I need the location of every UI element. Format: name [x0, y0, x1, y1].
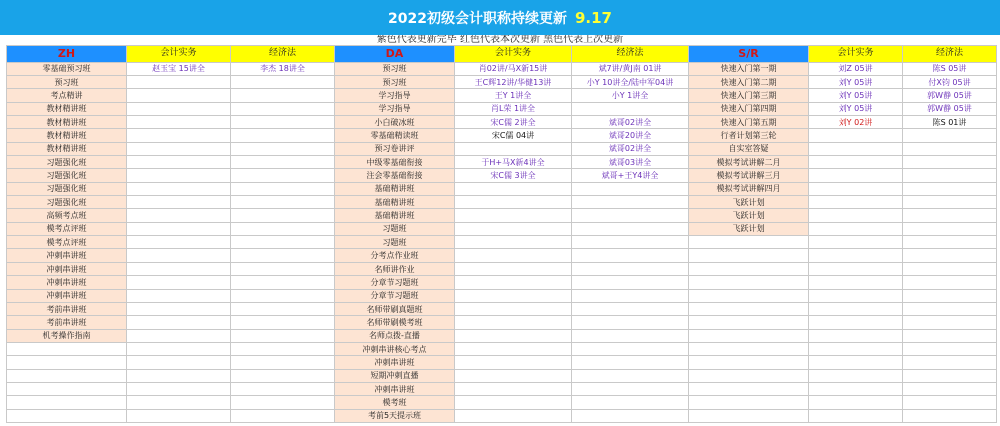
da-law-cell	[572, 262, 689, 275]
zh-course-name: 冲刺串讲班	[7, 289, 127, 302]
table-row	[7, 276, 997, 289]
table-row	[7, 342, 997, 355]
da-accounting-cell: 宋C儒 04讲	[455, 129, 572, 142]
sr-empty-cell	[809, 329, 903, 342]
sr-law-cell	[903, 209, 997, 222]
sr-accounting-cell	[809, 142, 903, 155]
course-table	[6, 45, 997, 423]
da-course-name: 学习指导	[335, 89, 455, 102]
zh-empty-cell	[231, 356, 335, 369]
table-row	[7, 262, 997, 275]
sr-empty-cell	[809, 316, 903, 329]
zh-empty-name-cell	[7, 342, 127, 355]
zh-accounting-cell	[127, 302, 231, 315]
zh-group-header: ZH	[7, 46, 127, 63]
zh-empty-cell	[127, 396, 231, 409]
zh-law-cell	[231, 182, 335, 195]
sr-course-name: 飞跃计划	[689, 196, 809, 209]
zh-law-cell	[231, 222, 335, 235]
sr-law-cell	[903, 156, 997, 169]
zh-empty-cell	[127, 382, 231, 395]
sr-accounting-cell: 刘Y 05讲	[809, 89, 903, 102]
zh-law-cell	[231, 276, 335, 289]
da-accounting-cell: 于H+马X新4讲全	[455, 156, 572, 169]
da-law-cell	[572, 329, 689, 342]
da-accounting-cell	[455, 236, 572, 249]
sr-empty-cell	[809, 236, 903, 249]
da-accounting-cell	[455, 329, 572, 342]
zh-law-cell	[231, 76, 335, 89]
da-course-name: 分考点作业班	[335, 249, 455, 262]
sr-course-name: 模拟考试讲解二月	[689, 156, 809, 169]
zh-empty-cell	[231, 369, 335, 382]
da-course-name: 注会零基础衔接	[335, 169, 455, 182]
sr-empty-name-cell	[689, 409, 809, 422]
zh-law-cell	[231, 196, 335, 209]
zh-accounting-cell	[127, 289, 231, 302]
table-row	[7, 249, 997, 262]
zh-law-cell	[231, 289, 335, 302]
da-accounting-cell	[455, 302, 572, 315]
table-row	[7, 129, 997, 142]
sr-accounting-cell	[809, 156, 903, 169]
zh-course-name: 习题强化班	[7, 156, 127, 169]
zh-course-name: 冲刺串讲班	[7, 249, 127, 262]
sr-empty-cell	[903, 382, 997, 395]
da-law-cell: 斌哥20讲全	[572, 129, 689, 142]
da-course-name: 习题班	[335, 236, 455, 249]
da-law-cell: 斌哥02讲全	[572, 142, 689, 155]
sr-law-cell	[903, 169, 997, 182]
table-row	[7, 316, 997, 329]
sr-course-name: 快速入门第五期	[689, 116, 809, 129]
da-law-cell	[572, 369, 689, 382]
table-row	[7, 356, 997, 369]
da-accounting-cell: 王C辉12讲/华健13讲	[455, 76, 572, 89]
zh-course-name: 考前串讲班	[7, 316, 127, 329]
zh-course-name: 教材精讲班	[7, 102, 127, 115]
zh-course-name: 高频考点班	[7, 209, 127, 222]
zh-course-name: 考前串讲班	[7, 302, 127, 315]
da-accounting-cell	[455, 182, 572, 195]
da-law-cell	[572, 409, 689, 422]
zh-law-cell	[231, 262, 335, 275]
zh-course-name: 习题强化班	[7, 182, 127, 195]
da-course-name: 分章节习题班	[335, 276, 455, 289]
da-law-cell: 斌哥03讲全	[572, 156, 689, 169]
sr-law-cell	[903, 129, 997, 142]
sr-accounting-cell	[809, 182, 903, 195]
zh-course-name: 冲刺串讲班	[7, 276, 127, 289]
zh-empty-cell	[231, 409, 335, 422]
sr-col-accounting-header: 会计实务	[809, 46, 903, 63]
zh-law-cell	[231, 302, 335, 315]
da-law-cell	[572, 382, 689, 395]
da-accounting-cell	[455, 222, 572, 235]
zh-accounting-cell	[127, 196, 231, 209]
sr-empty-name-cell	[689, 276, 809, 289]
zh-empty-cell	[231, 342, 335, 355]
da-course-name: 冲刺串讲班	[335, 356, 455, 369]
zh-law-cell	[231, 129, 335, 142]
zh-empty-name-cell	[7, 356, 127, 369]
da-accounting-cell	[455, 209, 572, 222]
sr-course-name: 模拟考试讲解四月	[689, 182, 809, 195]
da-course-name: 预习卷讲评	[335, 142, 455, 155]
da-law-cell: 小Y 10讲全/陆中军04讲	[572, 76, 689, 89]
da-course-name: 模考班	[335, 396, 455, 409]
sr-course-name: 快速入门第三期	[689, 89, 809, 102]
zh-course-name: 习题强化班	[7, 196, 127, 209]
sr-accounting-cell: 刘Y 02讲	[809, 116, 903, 129]
header-row	[7, 46, 997, 63]
sr-empty-cell	[903, 369, 997, 382]
da-law-cell	[572, 249, 689, 262]
zh-empty-cell	[127, 356, 231, 369]
da-law-cell	[572, 196, 689, 209]
table-row	[7, 156, 997, 169]
da-accounting-cell: 肖02讲/马X新15讲	[455, 62, 572, 75]
sr-col-law-header: 经济法	[903, 46, 997, 63]
sr-law-cell	[903, 182, 997, 195]
zh-course-name: 教材精讲班	[7, 142, 127, 155]
zh-col-law-header: 经济法	[231, 46, 335, 63]
sr-law-cell: 陈S 05讲	[903, 62, 997, 75]
sr-accounting-cell	[809, 169, 903, 182]
sr-empty-name-cell	[689, 396, 809, 409]
zh-course-name: 考点精讲	[7, 89, 127, 102]
sr-empty-cell	[903, 262, 997, 275]
table-row	[7, 182, 997, 195]
sr-law-cell: 陈S 01讲	[903, 116, 997, 129]
sr-law-cell	[903, 142, 997, 155]
sr-empty-cell	[809, 249, 903, 262]
sr-accounting-cell	[809, 196, 903, 209]
sr-empty-name-cell	[689, 236, 809, 249]
sr-empty-name-cell	[689, 369, 809, 382]
zh-empty-name-cell	[7, 396, 127, 409]
da-course-name: 短期冲刺直播	[335, 369, 455, 382]
zh-accounting-cell	[127, 316, 231, 329]
da-accounting-cell: 王Y 1讲全	[455, 89, 572, 102]
da-course-name: 习题班	[335, 222, 455, 235]
table-row	[7, 382, 997, 395]
sr-empty-cell	[903, 342, 997, 355]
sr-law-cell	[903, 196, 997, 209]
zh-course-name: 模考点评班	[7, 222, 127, 235]
zh-accounting-cell	[127, 129, 231, 142]
da-accounting-cell	[455, 196, 572, 209]
zh-law-cell	[231, 156, 335, 169]
table-row	[7, 89, 997, 102]
sr-empty-name-cell	[689, 342, 809, 355]
zh-empty-cell	[231, 382, 335, 395]
da-accounting-cell: 宋C儒 3讲全	[455, 169, 572, 182]
sr-empty-cell	[903, 236, 997, 249]
sr-empty-cell	[809, 369, 903, 382]
zh-course-name: 冲刺串讲班	[7, 262, 127, 275]
zh-empty-cell	[231, 396, 335, 409]
sr-empty-cell	[903, 302, 997, 315]
table-row	[7, 236, 997, 249]
da-accounting-cell	[455, 369, 572, 382]
sr-accounting-cell: 刘Y 05讲	[809, 102, 903, 115]
sr-empty-cell	[903, 249, 997, 262]
da-law-cell	[572, 102, 689, 115]
zh-accounting-cell	[127, 102, 231, 115]
sr-empty-name-cell	[689, 302, 809, 315]
sr-course-name: 自实室答疑	[689, 142, 809, 155]
da-course-name: 名师带刷真题班	[335, 302, 455, 315]
table-row	[7, 396, 997, 409]
sr-accounting-cell	[809, 222, 903, 235]
sr-group-header: S/R	[689, 46, 809, 63]
table-row	[7, 102, 997, 115]
zh-empty-name-cell	[7, 369, 127, 382]
da-law-cell	[572, 289, 689, 302]
sr-law-cell: 郭W静 05讲	[903, 102, 997, 115]
sr-empty-name-cell	[689, 382, 809, 395]
table-row	[7, 302, 997, 315]
sr-law-cell: 郭W静 05讲	[903, 89, 997, 102]
da-course-name: 冲刺串讲核心考点	[335, 342, 455, 355]
table-row	[7, 142, 997, 155]
sr-empty-cell	[903, 289, 997, 302]
zh-law-cell: 李杰 18讲全	[231, 62, 335, 75]
sr-course-name: 飞跃计划	[689, 222, 809, 235]
zh-accounting-cell	[127, 76, 231, 89]
da-course-name: 基础精讲班	[335, 182, 455, 195]
zh-course-name: 教材精讲班	[7, 116, 127, 129]
da-course-name: 小白破冰班	[335, 116, 455, 129]
table-row	[7, 289, 997, 302]
da-group-header: DA	[335, 46, 455, 63]
zh-law-cell	[231, 316, 335, 329]
da-accounting-cell: 肖L荣 1讲全	[455, 102, 572, 115]
da-course-name: 分章节习题班	[335, 289, 455, 302]
da-accounting-cell: 宋C儒 2讲全	[455, 116, 572, 129]
sr-accounting-cell: 刘Z 05讲	[809, 62, 903, 75]
table-row	[7, 76, 997, 89]
zh-accounting-cell	[127, 209, 231, 222]
zh-course-name: 模考点评班	[7, 236, 127, 249]
da-course-name: 名师讲作业	[335, 262, 455, 275]
da-course-name: 中级零基础衔接	[335, 156, 455, 169]
da-col-law-header: 经济法	[572, 46, 689, 63]
sr-empty-name-cell	[689, 249, 809, 262]
zh-empty-name-cell	[7, 382, 127, 395]
zh-accounting-cell	[127, 116, 231, 129]
table-row	[7, 222, 997, 235]
da-course-name: 基础精讲班	[335, 209, 455, 222]
da-course-name: 考前5天提示班	[335, 409, 455, 422]
da-law-cell	[572, 222, 689, 235]
sr-course-name: 行者计划第三轮	[689, 129, 809, 142]
table-row	[7, 169, 997, 182]
table-row	[7, 196, 997, 209]
da-accounting-cell	[455, 356, 572, 369]
zh-course-name: 零基础预习班	[7, 62, 127, 75]
zh-law-cell	[231, 209, 335, 222]
da-accounting-cell	[455, 396, 572, 409]
da-course-name: 学习指导	[335, 102, 455, 115]
da-law-cell	[572, 236, 689, 249]
zh-empty-cell	[127, 369, 231, 382]
sr-empty-cell	[809, 396, 903, 409]
sr-empty-cell	[809, 289, 903, 302]
title-bar	[0, 0, 1000, 35]
zh-accounting-cell: 赵玉宝 15讲全	[127, 62, 231, 75]
sr-empty-cell	[903, 356, 997, 369]
sr-accounting-cell: 刘Y 05讲	[809, 76, 903, 89]
color-legend: 紫色代表更新完毕 红色代表本次更新 黑色代表上次更新	[376, 35, 624, 45]
zh-course-name: 机考操作指南	[7, 329, 127, 342]
sr-law-cell: 付X钧 05讲	[903, 76, 997, 89]
sr-empty-cell	[809, 382, 903, 395]
sr-course-name: 飞跃计划	[689, 209, 809, 222]
da-accounting-cell	[455, 409, 572, 422]
da-accounting-cell	[455, 316, 572, 329]
sr-empty-cell	[809, 276, 903, 289]
zh-law-cell	[231, 236, 335, 249]
zh-accounting-cell	[127, 182, 231, 195]
sr-empty-cell	[903, 276, 997, 289]
da-law-cell: 斌7讲/黄J南 01讲	[572, 62, 689, 75]
zh-empty-name-cell	[7, 409, 127, 422]
zh-course-name: 教材精讲班	[7, 129, 127, 142]
sr-law-cell	[903, 222, 997, 235]
zh-course-name: 预习班	[7, 76, 127, 89]
table-row	[7, 409, 997, 422]
zh-law-cell	[231, 329, 335, 342]
zh-accounting-cell	[127, 249, 231, 262]
table-row	[7, 62, 997, 75]
zh-accounting-cell	[127, 329, 231, 342]
da-law-cell: 斌哥02讲全	[572, 116, 689, 129]
table-row	[7, 329, 997, 342]
da-law-cell	[572, 302, 689, 315]
sr-empty-cell	[809, 356, 903, 369]
zh-accounting-cell	[127, 262, 231, 275]
zh-law-cell	[231, 89, 335, 102]
da-course-name: 名师点拨-直播	[335, 329, 455, 342]
zh-accounting-cell	[127, 222, 231, 235]
sr-empty-cell	[809, 342, 903, 355]
sr-empty-cell	[809, 302, 903, 315]
sr-empty-cell	[903, 316, 997, 329]
zh-accounting-cell	[127, 142, 231, 155]
zh-accounting-cell	[127, 236, 231, 249]
da-law-cell	[572, 182, 689, 195]
da-accounting-cell	[455, 289, 572, 302]
sr-accounting-cell	[809, 129, 903, 142]
table-row	[7, 116, 997, 129]
da-law-cell	[572, 316, 689, 329]
da-law-cell: 斌哥+王Y4讲全	[572, 169, 689, 182]
sr-empty-name-cell	[689, 289, 809, 302]
zh-course-name: 习题强化班	[7, 169, 127, 182]
da-accounting-cell	[455, 249, 572, 262]
sr-course-name: 快速入门第四期	[689, 102, 809, 115]
table-row	[7, 369, 997, 382]
da-course-name: 基础精讲班	[335, 196, 455, 209]
da-accounting-cell	[455, 342, 572, 355]
da-course-name: 预习班	[335, 76, 455, 89]
da-accounting-cell	[455, 142, 572, 155]
zh-empty-cell	[127, 409, 231, 422]
sr-empty-name-cell	[689, 356, 809, 369]
sr-course-name: 模拟考试讲解三月	[689, 169, 809, 182]
sr-empty-name-cell	[689, 262, 809, 275]
da-course-name: 冲刺串讲班	[335, 382, 455, 395]
sr-empty-cell	[903, 396, 997, 409]
da-accounting-cell	[455, 262, 572, 275]
zh-law-cell	[231, 169, 335, 182]
da-law-cell	[572, 342, 689, 355]
update-date: 9.17	[574, 8, 612, 27]
da-law-cell	[572, 276, 689, 289]
sr-accounting-cell	[809, 209, 903, 222]
da-course-name: 预习班	[335, 62, 455, 75]
sr-empty-cell	[903, 329, 997, 342]
zh-accounting-cell	[127, 156, 231, 169]
table-row	[7, 209, 997, 222]
da-col-accounting-header: 会计实务	[455, 46, 572, 63]
sr-empty-name-cell	[689, 316, 809, 329]
sr-empty-cell	[809, 409, 903, 422]
zh-law-cell	[231, 142, 335, 155]
da-course-name: 零基础精读班	[335, 129, 455, 142]
da-law-cell	[572, 209, 689, 222]
da-law-cell	[572, 356, 689, 369]
zh-accounting-cell	[127, 169, 231, 182]
sr-empty-name-cell	[689, 329, 809, 342]
sr-empty-cell	[903, 409, 997, 422]
sr-empty-cell	[809, 262, 903, 275]
da-law-cell: 小Y 1讲全	[572, 89, 689, 102]
zh-accounting-cell	[127, 276, 231, 289]
sr-course-name: 快速入门第一期	[689, 62, 809, 75]
zh-law-cell	[231, 102, 335, 115]
da-law-cell	[572, 396, 689, 409]
zh-empty-cell	[127, 342, 231, 355]
zh-accounting-cell	[127, 89, 231, 102]
zh-law-cell	[231, 249, 335, 262]
page-title: 2022初级会计职称持续更新	[388, 10, 567, 27]
zh-law-cell	[231, 116, 335, 129]
da-accounting-cell	[455, 382, 572, 395]
da-accounting-cell	[455, 276, 572, 289]
sr-course-name: 快速入门第二期	[689, 76, 809, 89]
da-course-name: 名师带刷模考班	[335, 316, 455, 329]
zh-col-accounting-header: 会计实务	[127, 46, 231, 63]
